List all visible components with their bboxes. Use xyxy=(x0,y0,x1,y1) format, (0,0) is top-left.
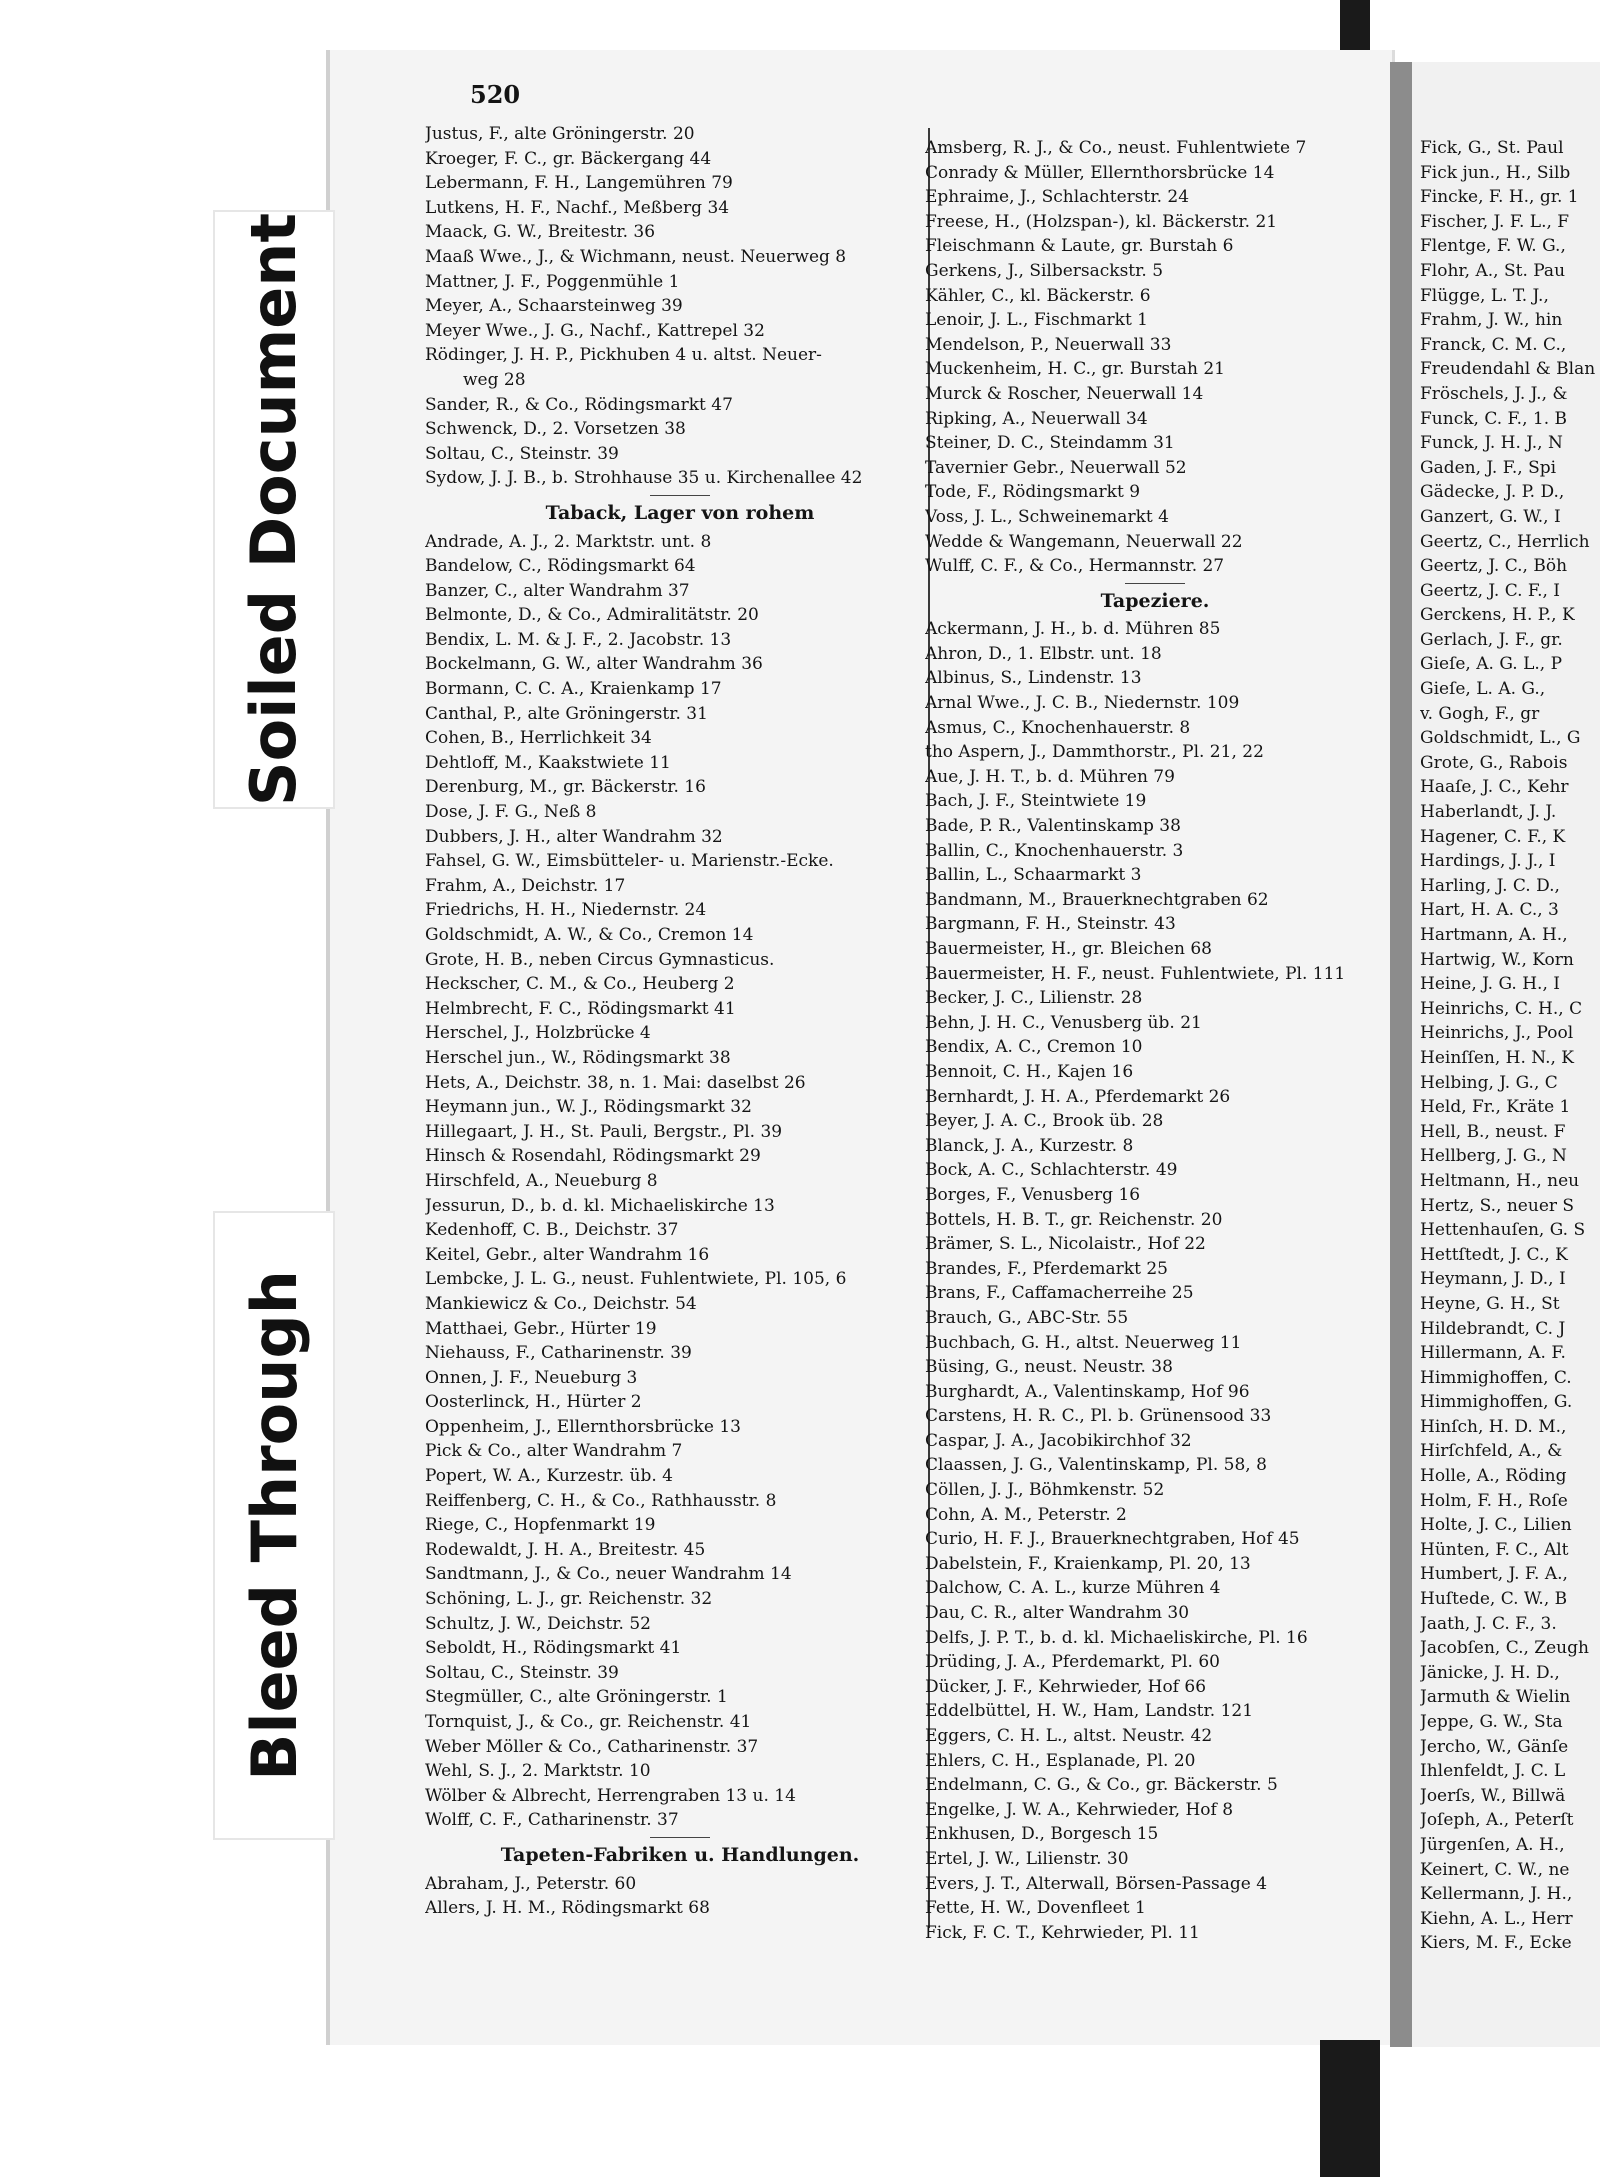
directory-entry: Herschel jun., W., Rödingsmarkt 38 xyxy=(425,1047,731,1068)
directory-entry: Asmus, C., Knochenhauerstr. 8 xyxy=(925,717,1191,738)
directory-entry: Hinsch & Rosendahl, Rödingsmarkt 29 xyxy=(425,1146,761,1167)
directory-entry: Freudendahl & Blan xyxy=(1420,359,1596,380)
next-page-column xyxy=(1420,136,1600,1956)
directory-entry: Ripking, A., Neuerwall 34 xyxy=(925,408,1148,429)
directory-entry: Ertel, J. W., Lilienstr. 30 xyxy=(925,1848,1129,1869)
directory-entry: Hünten, F. C., Alt xyxy=(1420,1539,1569,1560)
directory-entry: Jacobſen, C., Zeugh xyxy=(1420,1638,1589,1659)
directory-entry: Kedenhoff, C. B., Deichstr. 37 xyxy=(425,1220,679,1241)
directory-entry: Cöllen, J. J., Böhmkenstr. 52 xyxy=(925,1480,1165,1501)
directory-entry: Matthaei, Gebr., Hürter 19 xyxy=(425,1318,657,1339)
directory-entry: Bennoit, C. H., Kajen 16 xyxy=(925,1061,1134,1082)
directory-entry: Wehl, S. J., 2. Marktstr. 10 xyxy=(425,1761,651,1782)
directory-entry: Heinrichs, C. H., C xyxy=(1420,998,1583,1019)
directory-entry: Maack, G. W., Breitestr. 36 xyxy=(425,222,656,243)
directory-entry: Wulff, C. F., & Co., Hermannstr. 27 xyxy=(925,556,1225,577)
directory-entry: Mankiewicz & Co., Deichstr. 54 xyxy=(425,1293,697,1314)
directory-entry: Fette, H. W., Dovenfleet 1 xyxy=(925,1898,1146,1919)
directory-entry: Jercho, W., Gänſe xyxy=(1420,1736,1569,1757)
directory-entry: Tornquist, J., & Co., gr. Reichenstr. 41 xyxy=(425,1712,752,1732)
directory-entry: Bottels, H. B. T., gr. Reichenstr. 20 xyxy=(925,1209,1223,1230)
directory-entry: Himmighoffen, G. xyxy=(1420,1392,1573,1413)
directory-entry: Arnal Wwe., J. C. B., Niedernstr. 109 xyxy=(925,693,1240,714)
directory-entry: Dücker, J. F., Kehrwieder, Hof 66 xyxy=(925,1676,1207,1697)
directory-entry: Büsing, G., neust. Neustr. 38 xyxy=(925,1357,1173,1378)
directory-entry: Heine, J. G. H., I xyxy=(1420,974,1560,995)
directory-entry: Grote, G., Rabois xyxy=(1420,752,1568,773)
directory-entry: Goldschmidt, A. W., & Co., Cremon 14 xyxy=(425,925,754,945)
directory-entry: Lembcke, J. L. G., neust. Fuhlentwiete, Pl. 105, 6 xyxy=(425,1269,847,1290)
directory-entry: Bock, A. C., Schlachterstr. 49 xyxy=(925,1160,1178,1181)
directory-entry: Jarmuth & Wielin xyxy=(1420,1687,1571,1708)
directory-entry: Gieſe, L. A. G., xyxy=(1420,679,1546,700)
directory-entry: Joerſs, W., Billwä xyxy=(1420,1785,1566,1806)
directory-entry: Sander, R., & Co., Rödingsmarkt 47 xyxy=(425,394,733,415)
left-entries-top xyxy=(425,122,935,491)
directory-entry: Sydow, J. J. B., b. Strohhause 35 u. Kirchenallee 42 xyxy=(425,468,863,489)
directory-entry: Ehlers, C. H., Esplanade, Pl. 20 xyxy=(925,1750,1196,1771)
directory-entry: Gerckens, H. P., K xyxy=(1420,605,1575,626)
directory-entry: Hildebrandt, C. J xyxy=(1420,1318,1566,1339)
directory-entry: Hardings, J. J., I xyxy=(1420,851,1556,872)
directory-entry: Geertz, C., Herrlich xyxy=(1420,531,1590,552)
directory-entry: Blanck, J. A., Kurzestr. 8 xyxy=(925,1135,1134,1156)
directory-entry: Meyer Wwe., J. G., Nachf., Kattrepel 32 xyxy=(425,320,765,341)
soiled-document-label xyxy=(213,210,335,809)
directory-entry: Wedde & Wangemann, Neuerwall 22 xyxy=(925,531,1243,552)
directory-entry: Conrady & Müller, Ellernthorsbrücke 14 xyxy=(925,162,1275,183)
directory-entry: Drüding, J. A., Pferdemarkt, Pl. 60 xyxy=(925,1652,1220,1673)
directory-entry: Endelmann, C. G., & Co., gr. Bäckerstr. 5 xyxy=(925,1775,1278,1796)
directory-entry: Bandmann, M., Brauerknechtgraben 62 xyxy=(925,889,1269,910)
directory-entry: Grote, H. B., neben Circus Gymnasticus. xyxy=(425,949,775,970)
directory-entry: Engelke, J. W. A., Kehrwieder, Hof 8 xyxy=(925,1799,1234,1820)
directory-entry: Heckscher, C. M., & Co., Heuberg 2 xyxy=(425,974,735,995)
directory-entry: Riege, C., Hopfenmarkt 19 xyxy=(425,1515,656,1536)
directory-entry: Ephraime, J., Schlachterstr. 24 xyxy=(925,187,1190,208)
directory-entry: Goldschmidt, L., G xyxy=(1420,728,1581,749)
directory-entry: Fröschels, J. J., & xyxy=(1420,383,1568,404)
soiled-document-text: Soiled Document xyxy=(237,212,311,807)
directory-entry: Hillermann, A. F. xyxy=(1420,1343,1566,1364)
directory-entry: Belmonte, D., & Co., Admiralitätstr. 20 xyxy=(425,605,759,626)
directory-entry: Bade, P. R., Valentinskamp 38 xyxy=(925,816,1181,837)
page-number: 520 xyxy=(470,80,521,109)
directory-entry: Haberlandt, J. J. xyxy=(1420,802,1557,823)
directory-entry: Heymann, J. D., I xyxy=(1420,1269,1566,1290)
directory-entry: Becker, J. C., Lilienstr. 28 xyxy=(925,988,1143,1009)
directory-entry: Curio, H. F. J., Brauerknechtgraben, Hof 45 xyxy=(925,1529,1300,1550)
directory-entry: Andrade, A. J., 2. Marktstr. unt. 8 xyxy=(425,531,712,552)
directory-entry: Heymann jun., W. J., Rödingsmarkt 32 xyxy=(425,1097,752,1118)
directory-entry: Haaſe, J. C., Kehr xyxy=(1420,777,1569,798)
directory-entry: v. Gogh, F., gr xyxy=(1420,703,1540,724)
bleed-through-label xyxy=(213,1211,335,1840)
directory-entry: Steiner, D. C., Steindamm 31 xyxy=(925,433,1175,454)
directory-entry: Tode, F., Rödingsmarkt 9 xyxy=(925,482,1141,503)
directory-entry: Hartmann, A. H., xyxy=(1420,925,1568,945)
directory-entry: Amsberg, R. J., & Co., neust. Fuhlentwiete 7 xyxy=(925,138,1307,158)
directory-entry: Hart, H. A. C., 3 xyxy=(1420,900,1559,921)
directory-entry: Soltau, C., Steinstr. 39 xyxy=(425,1662,619,1683)
directory-entry: Fick jun., H., Silb xyxy=(1420,162,1571,183)
directory-entry: Hinſch, H. D. M., xyxy=(1420,1416,1567,1437)
heading-taback: Taback, Lager von rohem xyxy=(425,501,935,526)
directory-entry: Carstens, H. R. C., Pl. b. Grünensood 33 xyxy=(925,1406,1272,1427)
directory-entry: Lutkens, H. F., Nachf., Meßberg 34 xyxy=(425,197,730,218)
directory-entry: Cohen, B., Herrlichkeit 34 xyxy=(425,728,652,749)
directory-entry: Schultz, J. W., Deichstr. 52 xyxy=(425,1613,651,1634)
directory-entry: Sandtmann, J., & Co., neuer Wandrahm 14 xyxy=(425,1564,792,1585)
directory-entry: Fick, F. C. T., Kehrwieder, Pl. 11 xyxy=(925,1922,1200,1943)
directory-entry: Hell, B., neust. F xyxy=(1420,1121,1566,1142)
directory-entry: Bauermeister, H., gr. Bleichen 68 xyxy=(925,939,1212,959)
directory-entry: Mendelson, P., Neuerwall 33 xyxy=(925,334,1172,355)
directory-entry: Franck, C. M. C., xyxy=(1420,334,1567,355)
directory-entry: Helmbrecht, F. C., Rödingsmarkt 41 xyxy=(425,998,736,1019)
directory-entry: Frahm, A., Deichstr. 17 xyxy=(425,875,626,896)
directory-entry: Delfs, J. P. T., b. d. kl. Michaeliskirche, Pl. 16 xyxy=(925,1627,1308,1648)
directory-entry: Humbert, J. F. A., xyxy=(1420,1564,1568,1585)
directory-entry: Herschel, J., Holzbrücke 4 xyxy=(425,1023,651,1044)
directory-entry: Claassen, J. G., Valentinskamp, Pl. 58, 8 xyxy=(925,1455,1267,1476)
directory-entry: Harling, J. C. D., xyxy=(1420,875,1560,896)
heading-tapeten: Tapeten-Fabriken u. Handlungen. xyxy=(425,1843,935,1868)
directory-entry: Bernhardt, J. H. A., Pferdemarkt 26 xyxy=(925,1086,1231,1107)
directory-entry: Heyne, G. H., St xyxy=(1420,1293,1560,1314)
directory-entry: Huſtede, C. W., B xyxy=(1420,1589,1568,1610)
directory-entry: Buchbach, G. H., altst. Neuerweg 11 xyxy=(925,1332,1242,1353)
right-entries-tapeziere xyxy=(925,617,1385,1945)
directory-entry: Beyer, J. A. C., Brook üb. 28 xyxy=(925,1111,1164,1132)
directory-entry: Muckenheim, H. C., gr. Burstah 21 xyxy=(925,359,1225,380)
directory-entry: tho Aspern, J., Dammthorstr., Pl. 21, 22 xyxy=(925,742,1264,763)
bleed-through-text: Bleed Through xyxy=(237,1270,311,1781)
directory-entry: Kiehn, A. L., Herr xyxy=(1420,1908,1573,1929)
directory-entry: Jaath, J. C. F., 3. xyxy=(1420,1613,1557,1634)
directory-entry: Brans, F., Caffamacherreihe 25 xyxy=(925,1283,1194,1304)
directory-entry: Eggers, C. H. L., altst. Neustr. 42 xyxy=(925,1726,1213,1746)
directory-entry: Ganzert, G. W., I xyxy=(1420,506,1561,527)
directory-entry: Gerlach, J. F., gr. xyxy=(1420,629,1563,650)
directory-entry: Derenburg, M., gr. Bäckerstr. 16 xyxy=(425,777,706,798)
directory-entry: Ihlenfeldt, J. C. L xyxy=(1420,1761,1566,1782)
directory-entry: Brämer, S. L., Nicolaistr., Hof 22 xyxy=(925,1234,1206,1255)
directory-entry: Hartwig, W., Korn xyxy=(1420,949,1574,970)
directory-entry: Behn, J. H. C., Venusberg üb. 21 xyxy=(925,1012,1202,1033)
directory-entry: Dehtloff, M., Kaakstwiete 11 xyxy=(425,752,671,773)
directory-entry: Bockelmann, G. W., alter Wandrahm 36 xyxy=(425,654,763,675)
directory-entry: Fincke, F. H., gr. 1 xyxy=(1420,187,1579,208)
directory-entry: Geertz, J. C. F., I xyxy=(1420,580,1561,601)
directory-entry: Hagener, C. F., K xyxy=(1420,826,1566,847)
directory-entry: Ballin, C., Knochenhauerstr. 3 xyxy=(925,840,1184,861)
directory-entry: Heltmann, H., neu xyxy=(1420,1170,1580,1191)
directory-entry: Fick, G., St. Paul xyxy=(1420,138,1564,158)
directory-entry: Lenoir, J. L., Fischmarkt 1 xyxy=(925,310,1149,331)
directory-entry: Hirſchfeld, A., & xyxy=(1420,1441,1563,1462)
directory-entry: Kroeger, F. C., gr. Bäckergang 44 xyxy=(425,148,712,169)
directory-entry: Schöning, L. J., gr. Reichenstr. 32 xyxy=(425,1589,713,1610)
directory-entry: Mattner, J. F., Poggenmühle 1 xyxy=(425,271,680,292)
directory-entry: Jessurun, D., b. d. kl. Michaeliskirche 13 xyxy=(425,1195,775,1216)
directory-entry: Hertz, S., neuer S xyxy=(1420,1195,1575,1216)
scan-edge-dark-bottom xyxy=(1320,2040,1380,2177)
directory-entry: Tavernier Gebr., Neuerwall 52 xyxy=(925,457,1187,478)
directory-entry: Gaden, J. F., Spi xyxy=(1420,457,1557,478)
directory-entry: Wolff, C. F., Catharinenstr. 37 xyxy=(425,1810,679,1831)
directory-entry: Jürgenſen, A. H., xyxy=(1420,1834,1565,1855)
directory-entry: Wölber & Albrecht, Herrengraben 13 u. 14 xyxy=(425,1785,796,1806)
directory-entry: Burghardt, A., Valentinskamp, Hof 96 xyxy=(925,1381,1250,1402)
directory-entry: Seboldt, H., Rödingsmarkt 41 xyxy=(425,1638,682,1659)
directory-entry: Joſeph, A., Peterſt xyxy=(1420,1810,1574,1831)
directory-entry: Kähler, C., kl. Bäckerstr. 6 xyxy=(925,285,1151,306)
heading-tapeziere: Tapeziere. xyxy=(925,589,1385,614)
directory-entry: Oppenheim, J., Ellernthorsbrücke 13 xyxy=(425,1416,741,1437)
directory-entry: Friedrichs, H. H., Niedernstr. 24 xyxy=(425,900,707,921)
directory-entry: Soltau, C., Steinstr. 39 xyxy=(425,443,619,464)
directory-entry: Ahron, D., 1. Elbstr. unt. 18 xyxy=(925,643,1162,664)
directory-entry: Funck, C. F., 1. B xyxy=(1420,408,1568,429)
directory-entry: Gerkens, J., Silbersackstr. 5 xyxy=(925,260,1164,281)
directory-entry: Maaß Wwe., J., & Wichmann, neust. Neuerweg 8 xyxy=(425,246,847,267)
directory-entry: Fischer, J. F. L., F xyxy=(1420,211,1570,232)
directory-entry: Bauermeister, H. F., neust. Fuhlentwiete, Pl. 111 xyxy=(925,963,1346,984)
directory-entry: Dose, J. F. G., Neß 8 xyxy=(425,802,597,823)
directory-entry: Bach, J. F., Steintwiete 19 xyxy=(925,791,1147,812)
directory-entry: Brandes, F., Pferdemarkt 25 xyxy=(925,1258,1168,1279)
directory-entry: Gieſe, A. G. L., P xyxy=(1420,654,1563,675)
directory-entry: Onnen, J. F., Neueburg 3 xyxy=(425,1367,638,1388)
directory-entry: Niehauss, F., Catharinenstr. 39 xyxy=(425,1343,692,1364)
directory-entry: Fleischmann & Laute, gr. Burstah 6 xyxy=(925,236,1234,257)
directory-entry: Heinſſen, H. N., K xyxy=(1420,1047,1575,1068)
directory-entry: Oosterlinck, H., Hürter 2 xyxy=(425,1392,642,1413)
directory-entry: Aue, J. H. T., b. d. Mühren 79 xyxy=(925,766,1175,787)
directory-entry: Dabelstein, F., Kraienkamp, Pl. 20, 13 xyxy=(925,1553,1251,1574)
directory-entry: Bormann, C. C. A., Kraienkamp 17 xyxy=(425,679,722,700)
right-entries-top xyxy=(925,136,1385,579)
directory-entry: Flügge, L. T. J., xyxy=(1420,285,1549,306)
directory-entry: Gädecke, J. P. D., xyxy=(1420,482,1565,503)
directory-entry: Held, Fr., Kräte 1 xyxy=(1420,1097,1571,1118)
directory-entry: Reiffenberg, C. H., & Co., Rathhausstr. 8 xyxy=(425,1490,777,1511)
directory-entry: Brauch, G., ABC-Str. 55 xyxy=(925,1307,1129,1328)
directory-entry: Jeppe, G. W., Sta xyxy=(1420,1712,1563,1732)
directory-entry: Abraham, J., Peterstr. 60 xyxy=(425,1873,637,1894)
directory-entry: Hettſtedt, J. C., K xyxy=(1420,1244,1568,1265)
directory-entry: Flentge, F. W. G., xyxy=(1420,236,1566,257)
directory-entry: weg 28 xyxy=(463,369,526,390)
directory-entry: Fahsel, G. W., Eimsbütteler- u. Marienstr.-Ecke. xyxy=(425,851,834,872)
directory-entry: Popert, W. A., Kurzestr. üb. 4 xyxy=(425,1466,673,1487)
directory-entry: Cohn, A. M., Peterstr. 2 xyxy=(925,1504,1127,1525)
directory-entry: Banzer, C., alter Wandrahm 37 xyxy=(425,580,690,601)
directory-entry: Holle, A., Röding xyxy=(1420,1466,1567,1487)
directory-entry: Lebermann, F. H., Langemühren 79 xyxy=(425,173,733,194)
directory-entry: Rödinger, J. H. P., Pickhuben 4 u. altst. Neuer- xyxy=(425,345,822,366)
directory-entry: Justus, F., alte Gröningerstr. 20 xyxy=(425,124,695,144)
directory-entry: Heinrichs, J., Pool xyxy=(1420,1023,1574,1044)
directory-entry: Dubbers, J. H., alter Wandrahm 32 xyxy=(425,826,723,847)
directory-entry: Evers, J. T., Alterwall, Börsen-Passage 4 xyxy=(925,1873,1268,1894)
directory-entry: Pick & Co., alter Wandrahm 7 xyxy=(425,1441,683,1462)
directory-entry: Stegmüller, C., alte Gröningerstr. 1 xyxy=(425,1687,728,1708)
directory-entry: Helbing, J. G., C xyxy=(1420,1072,1558,1093)
directory-entry: Kiers, M. F., Ecke xyxy=(1420,1933,1572,1954)
directory-entry: Keinert, C. W., ne xyxy=(1420,1859,1570,1880)
directory-entry: Borges, F., Venusberg 16 xyxy=(925,1184,1141,1205)
directory-entry: Hets, A., Deichstr. 38, n. 1. Mai: daselbst 26 xyxy=(425,1072,806,1093)
directory-entry: Allers, J. H. M., Rödingsmarkt 68 xyxy=(425,1898,710,1919)
directory-entry: Weber Möller & Co., Catharinenstr. 37 xyxy=(425,1736,759,1757)
directory-entry: Keitel, Gebr., alter Wandrahm 16 xyxy=(425,1244,710,1265)
directory-entry: Schwenck, D., 2. Vorsetzen 38 xyxy=(425,419,686,440)
left-entries-tapeten xyxy=(425,1872,935,1921)
scan-edge-dark xyxy=(1340,0,1370,50)
directory-entry: Enkhusen, D., Borgesch 15 xyxy=(925,1824,1159,1845)
directory-entry: Bendix, A. C., Cremon 10 xyxy=(925,1037,1143,1058)
directory-entry: Bandelow, C., Rödingsmarkt 64 xyxy=(425,556,696,577)
directory-entry: Ackermann, J. H., b. d. Mühren 85 xyxy=(925,619,1221,640)
directory-entry: Dau, C. R., alter Wandrahm 30 xyxy=(925,1603,1190,1624)
directory-entry: Caspar, J. A., Jacobikirchhof 32 xyxy=(925,1430,1192,1451)
directory-entry: Murck & Roscher, Neuerwall 14 xyxy=(925,383,1204,404)
directory-entry: Himmighoffen, C. xyxy=(1420,1367,1572,1388)
directory-entry: Dalchow, C. A. L., kurze Mühren 4 xyxy=(925,1578,1221,1599)
directory-entry: Jänicke, J. H. D., xyxy=(1420,1662,1560,1683)
directory-entry: Holte, J. C., Lilien xyxy=(1420,1515,1572,1536)
directory-entry: Meyer, A., Schaarsteinweg 39 xyxy=(425,296,683,317)
directory-entry: Ballin, L., Schaarmarkt 3 xyxy=(925,865,1142,886)
directory-entry: Funck, J. H. J., N xyxy=(1420,433,1563,454)
directory-entry: Hettenhauſen, G. S xyxy=(1420,1220,1586,1241)
directory-entry: Albinus, S., Lindenstr. 13 xyxy=(925,668,1142,689)
directory-entry: Frahm, J. W., hin xyxy=(1420,310,1563,331)
directory-entry: Holm, F. H., Roſe xyxy=(1420,1490,1568,1511)
book-gutter xyxy=(1390,62,1412,2047)
directory-entry: Hirschfeld, A., Neueburg 8 xyxy=(425,1170,658,1191)
directory-entry: Kellermann, J. H., xyxy=(1420,1884,1573,1905)
directory-entry: Rodewaldt, J. H. A., Breitestr. 45 xyxy=(425,1539,706,1560)
directory-entry: Hellberg, J. G., N xyxy=(1420,1146,1567,1167)
directory-entry: Eddelbüttel, H. W., Ham, Landstr. 121 xyxy=(925,1701,1254,1722)
directory-entry: Voss, J. L., Schweinemarkt 4 xyxy=(925,506,1169,527)
directory-entry: Bendix, L. M. & J. F., 2. Jacobstr. 13 xyxy=(425,629,732,650)
left-entries-taback xyxy=(425,530,935,1833)
directory-entry: Canthal, P., alte Gröningerstr. 31 xyxy=(425,703,708,724)
directory-entry: Bargmann, F. H., Steinstr. 43 xyxy=(925,914,1176,935)
directory-entry: Flohr, A., St. Pau xyxy=(1420,260,1566,281)
directory-entry: Hillegaart, J. H., St. Pauli, Bergstr., Pl. 39 xyxy=(425,1121,783,1142)
right-column xyxy=(925,136,1385,1945)
left-column xyxy=(425,122,935,1921)
directory-entry: Freese, H., (Holzspan-), kl. Bäckerstr. 21 xyxy=(925,211,1278,232)
directory-entry: Geertz, J. C., Böh xyxy=(1420,556,1568,577)
